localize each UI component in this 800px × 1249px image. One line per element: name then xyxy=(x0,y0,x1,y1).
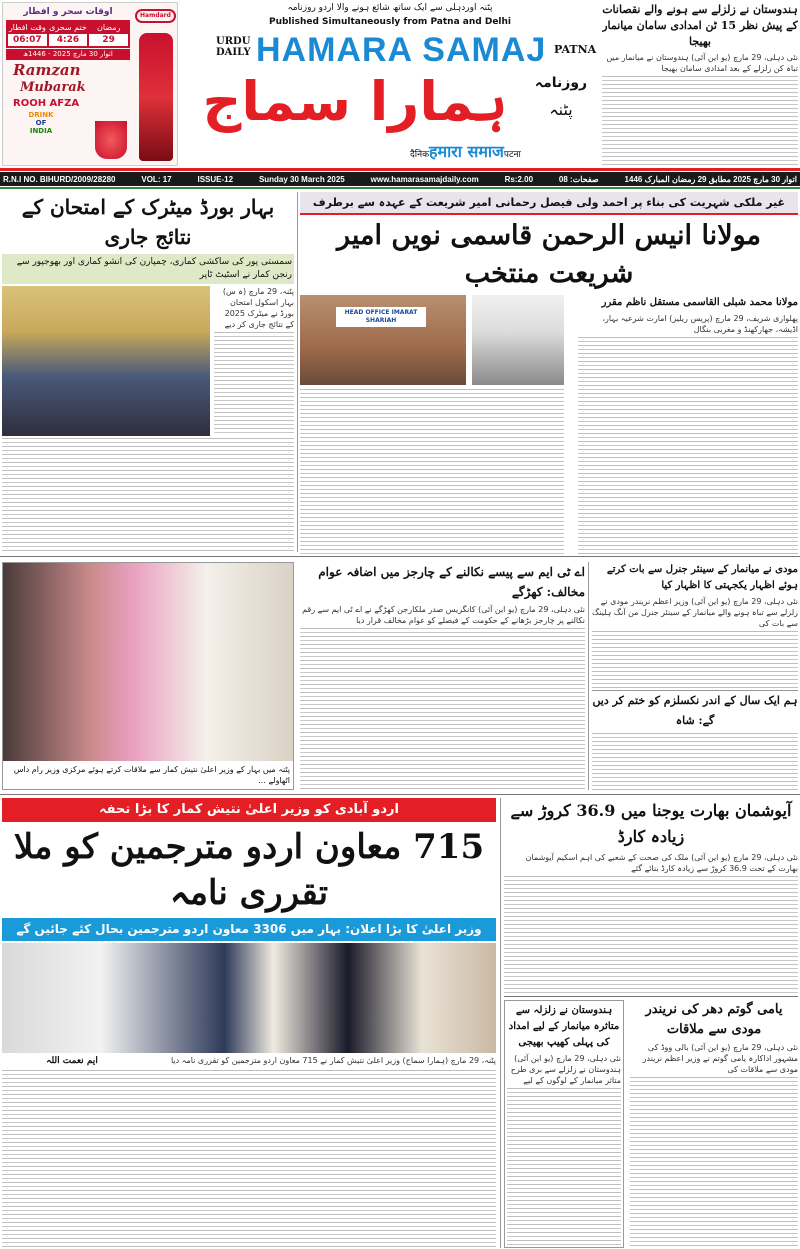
story-body xyxy=(2,1070,496,1248)
maulana-portrait-photo xyxy=(472,295,564,385)
urdu-daily-label: URDU DAILY xyxy=(216,36,251,58)
subheadline: سمستی پور کی ساکشی کماری، چمپارن کی انشو کماری اور بھوجپور سے رنجن کمار نے اسٹیٹ ٹاپر xyxy=(2,254,294,284)
pages: صفحات: 08 xyxy=(558,174,599,184)
story-lead: نئی دہلی، 29 مارچ (یو این آئی) وزیر اعظم نریندر مودی نے زلزلے سے تباہ ہونے والے میانمار کے سینئر جنرل من آنگ ہلینگ سے بات کی xyxy=(592,597,798,628)
story-lead: نئی دہلی، 29 مارچ (یو این آئی) کانگریس صدر ملکارجن کھڑگے نے اے ٹی ایم سے رقم نکالنے پر چارجز بڑھانے کے حکومت کے فیصلے کو عوام مخالف قرار دیا xyxy=(302,605,585,625)
ad-brand: ROOH AFZA xyxy=(13,98,80,109)
column-rule xyxy=(588,562,589,790)
ad-tag: DRINK OF INDIA xyxy=(28,111,54,135)
top-red-rule xyxy=(0,168,800,171)
ad-col-ramzan: رمضان 29 xyxy=(89,22,128,46)
lead-right-column xyxy=(578,295,798,554)
story-body xyxy=(592,631,798,688)
story-lead: نئی دہلی، 29 مارچ (یو این آئی) ملک کی صحت کے شعبے کی اہم اسکیم آیوشمان بھارت کے تحت 36.9 کروڑ سے زیادہ کارڈ بنائے گئے xyxy=(525,853,798,873)
lead-left-column xyxy=(300,295,564,554)
masthead-name: HAMARA SAMAJ xyxy=(256,31,547,69)
story-body xyxy=(507,1088,621,1245)
photo-caption: پٹنہ میں بہار کے وزیر اعلیٰ نتیش کمار سے ملاقات کرتے ہوئے مرکزی وزیر رام داس اٹھاولے ... xyxy=(13,765,290,785)
lead-photos xyxy=(300,295,564,385)
headline: یامی گوتم دھر کی نریندر مودی سے ملاقات xyxy=(645,1002,783,1037)
ad-greeting-2: Mubarak xyxy=(20,80,86,95)
ayushman-bharat-story[interactable] xyxy=(504,798,798,993)
cm-meeting-photo xyxy=(3,563,293,761)
modi-myanmar-story[interactable] xyxy=(592,562,798,790)
english-tagline: Published Simultaneously from Patna and Delhi xyxy=(268,17,511,27)
headline: مودی نے میانمار کے سینئر جنرل سے بات کرتے ہوئے اظہار یکجہتی کا اظہار کیا xyxy=(606,564,798,591)
urdu-city: پٹنہ xyxy=(549,100,573,119)
story-body xyxy=(630,1077,798,1248)
bihar-side-column xyxy=(214,286,294,436)
hindi-title: दैनिकहमारा समाजपटना xyxy=(410,142,521,161)
headline: 715 معاون اردو مترجمین کو ملا تقرری نامہ xyxy=(13,827,485,913)
price: Rs:2.00 xyxy=(504,174,534,184)
headline: اے ٹی ایم سے پیسے نکالنے کے چارجز میں اضافہ عوام مخالف: کھڑگے xyxy=(318,565,585,599)
byline-row xyxy=(2,1055,496,1068)
story-lead: نئی دہلی، 29 مارچ (یو این آئی) ہندوستان نے میانمار میں تباہ کن زلزلے کے بعد امدادی سامان بھیجا xyxy=(606,53,798,73)
column-rule xyxy=(500,798,501,1248)
imarat-shariah-office-photo xyxy=(300,295,466,385)
story-body xyxy=(300,389,564,554)
urdu-translators-story[interactable] xyxy=(2,798,496,1248)
ad-maker-logo: Hamdard xyxy=(135,9,176,23)
issue: ISSUE-12 xyxy=(197,174,234,184)
cm-meeting-photo-box[interactable] xyxy=(2,562,294,790)
kicker: اردو آبادی کو وزیر اعلیٰ نتیش کمار کا بڑا تحفہ xyxy=(2,798,496,822)
subheadline: ہم ایک سال کے اندر نکسلزم کو ختم کر دیں گے: شاہ xyxy=(592,690,798,731)
rni-number: R.N.I NO. BIHURD/2009/28280 xyxy=(3,174,116,184)
ad-timings xyxy=(6,20,130,48)
subheadline: وزیر اعلیٰ کا بڑا اعلان: بہار میں 3306 معاون اردو مترجمین بحال کئے جائیں گے xyxy=(2,918,496,941)
top-right-story[interactable] xyxy=(602,2,798,166)
atm-charges-story[interactable] xyxy=(300,562,585,790)
ad-col-sehri: ختم سحری 4:26 xyxy=(49,23,87,45)
story-lead: نئی دہلی، 29 مارچ (یو این آئی) ہندوستان نے زلزلے سے بری طرح متاثر میانمار کے لوگوں کے لیے xyxy=(510,1054,621,1085)
drink-glass-image xyxy=(95,121,127,159)
ad-left-column xyxy=(6,5,130,135)
lead-story-columns xyxy=(300,295,798,554)
rooh-afza-ad[interactable] xyxy=(2,2,178,166)
byline: ایم نعمت اللہ xyxy=(46,1056,98,1066)
story-body xyxy=(214,332,294,436)
headline: بہار بورڈ میٹرک کے امتحان کے نتائج جاری xyxy=(21,195,275,249)
headline: ہندوستان نے زلزلے سے ہونے والے نقصانات کے پیش نظر 15 ٹن امدادی سامان میانمار بھیجا xyxy=(602,3,798,48)
column-rule xyxy=(297,192,298,552)
headline: آیوشمان بھارت یوجنا میں 36.9 کروڑ سے زیادہ کارڈ xyxy=(510,801,792,846)
volume: VOL: 17 xyxy=(141,174,172,184)
story-body xyxy=(300,628,585,790)
subheadline: مولانا محمد شبلی القاسمی مستقل ناظم مقرر xyxy=(601,297,798,308)
story-lead: پٹنہ، 29 مارچ (ہمارا سماج) وزیر اعلیٰ نتیش کمار نے 715 معاون اردو مترجمین کو تقرری نامہ دیا xyxy=(170,1056,496,1065)
urdu-date: اتوار 30 مارچ 2025 مطابق 29 رمضان المبارک 1446 xyxy=(624,174,797,184)
yami-gautam-story[interactable] xyxy=(630,1000,798,1248)
translators-ceremony-photo xyxy=(2,943,496,1053)
rooh-afza-bottle-image xyxy=(139,33,173,161)
green-rule xyxy=(0,187,800,189)
bihar-photo-row xyxy=(2,286,294,436)
ad-col-iftar: وقت افطار 06:07 xyxy=(8,23,46,45)
headline: مولانا انیس الرحمن قاسمی نویں امیر شریعت منتخب xyxy=(336,220,762,289)
story-body xyxy=(578,337,798,554)
urdu-logo: ہمارا سماج xyxy=(202,70,508,133)
section-rule xyxy=(0,556,800,557)
kicker: غیر ملکی شہریت کی بناء پر احمد ولی فیصل رحمانی امیر شریعت کے عہدہ سے برطرف xyxy=(300,192,798,215)
masthead-city: PATNA xyxy=(554,43,597,56)
story-body xyxy=(592,733,798,790)
story-lead: پٹنہ، 29 مارچ (ہ س) بہار اسکول امتحان بورڈ نے میٹرک 2025 کے نتائج جاری کر دیے xyxy=(222,287,294,329)
office-sign: HEAD OFFICE IMARAT SHARIAH xyxy=(336,307,426,327)
story-body xyxy=(2,438,294,552)
bihar-board-photo xyxy=(2,286,210,436)
headline: ہندوستان نے زلزلہ سے متاثرہ میانمار کے لیے امداد کی پہلی کھیپ بھیجی xyxy=(508,1005,620,1048)
date: Sunday 30 March 2025 xyxy=(258,174,345,184)
story-body xyxy=(602,76,798,166)
bihar-board-story[interactable] xyxy=(2,192,294,552)
urdu-roznama: روزنامہ xyxy=(534,75,588,91)
masthead xyxy=(180,0,600,166)
website[interactable]: www.hamarasamajdaily.com xyxy=(370,174,479,184)
lead-story[interactable] xyxy=(300,192,798,554)
story-body xyxy=(504,876,798,993)
story-lead: نئی دہلی، 29 مارچ (یو این آئی) بالی ووڈ کی مشہور اداکارہ یامی گوتم نے وزیر اعظم نریندر مودی سے ملاقات کی xyxy=(642,1043,798,1074)
story-lead: پھلواری شریف، 29 مارچ (پریس ریلیز) امارت شرعیہ بہار، اڈیشہ، جھارکھنڈ و مغربی بنگال xyxy=(602,314,798,334)
section-rule xyxy=(504,996,798,997)
myanmar-relief-story[interactable] xyxy=(504,1000,624,1248)
section-rule xyxy=(0,794,800,795)
ad-date: اتوار 30 مارچ 2025 - 1446ھ xyxy=(6,49,130,60)
ad-greeting-1: Ramzan xyxy=(13,61,81,79)
ad-title: اوقات سحر و افطار xyxy=(23,7,113,17)
urdu-tagline: پٹنہ اوردہلی سے ایک ساتھ شائع ہونے والا اردو روزنامہ xyxy=(287,3,493,13)
dateline-bar xyxy=(0,172,800,186)
